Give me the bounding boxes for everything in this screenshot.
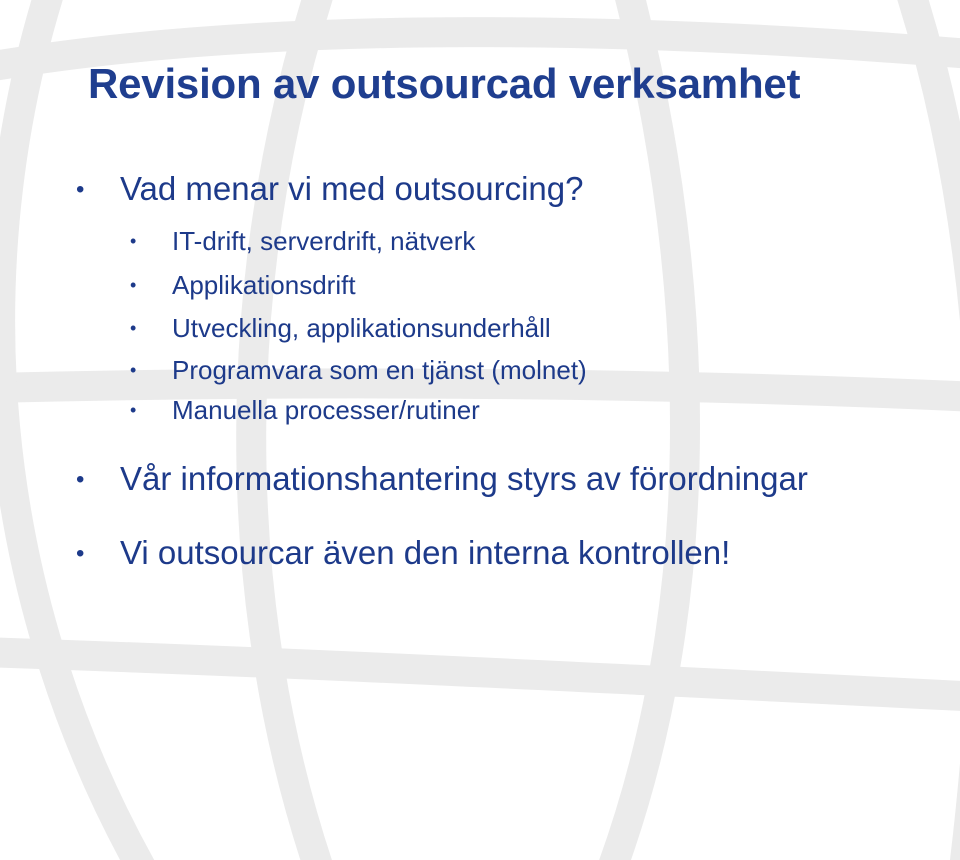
bullet-icon: • [76, 540, 85, 567]
bullet-text: Vår informationshantering styrs av förordningar [120, 460, 808, 497]
sub-bullet-text: Utveckling, applikationsunderhåll [172, 313, 551, 343]
sub-bullet-icon: • [130, 275, 137, 295]
sub-bullet-item [130, 270, 356, 301]
sub-bullet-text: Applikationsdrift [172, 270, 356, 300]
sub-bullet-text: Programvara som en tjänst (molnet) [172, 355, 587, 385]
bullet-item [76, 460, 808, 498]
sub-bullet-item [130, 226, 475, 257]
slide-title: Revision av outsourcad verksamhet [88, 60, 801, 107]
bullet-text: Vad menar vi med outsourcing? [120, 170, 584, 207]
bullet-icon: • [76, 176, 85, 203]
sub-bullet-icon: • [130, 231, 137, 251]
sub-bullet-icon: • [130, 360, 137, 380]
sub-bullet-text: IT-drift, serverdrift, nätverk [172, 226, 476, 256]
sub-bullet-item [130, 395, 480, 426]
sub-bullet-item [130, 313, 551, 344]
sub-bullet-icon: • [130, 318, 137, 338]
sub-bullet-item [130, 355, 587, 386]
bullet-text: Vi outsourcar även den interna kontrollen! [120, 534, 731, 571]
bullet-icon: • [76, 466, 85, 493]
bullet-item [76, 170, 583, 208]
sub-bullet-icon: • [130, 400, 137, 420]
bullet-item [76, 534, 730, 572]
sub-bullet-text: Manuella processer/rutiner [172, 395, 480, 425]
